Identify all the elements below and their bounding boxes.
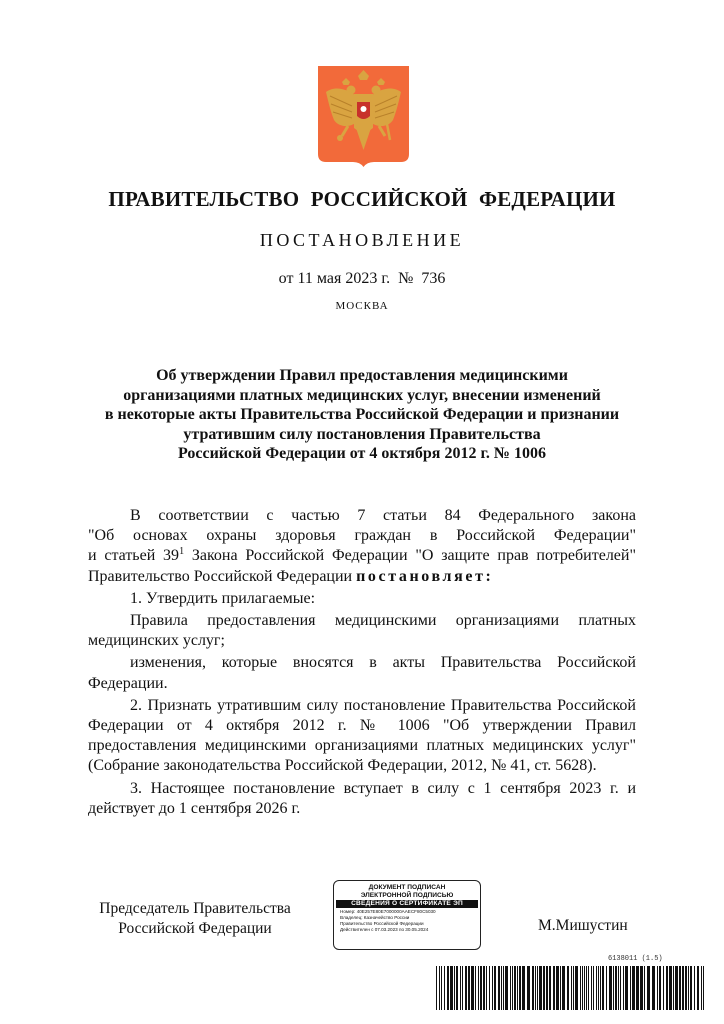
- preamble-text: Правительство Российской Федерации: [88, 567, 357, 585]
- stamp-owner: Правительство Российской Федерации: [340, 921, 424, 927]
- document-body: [88, 506, 636, 821]
- item-1: 1. Утвердить прилагаемые:: [130, 589, 316, 607]
- stamp-validity: Действителен с 07.03.2023 по 30.05.2024: [340, 927, 429, 933]
- document-date-number: от 11 мая 2023 г. № 736: [278, 270, 446, 287]
- stamp-owner: Владелец: Казначейство России: [340, 915, 410, 921]
- preamble-line: [88, 546, 636, 566]
- stamp-cert-number: Номер: 40E257E80E7000000AAECF80C5030: [340, 909, 436, 915]
- document-city: МОСКВА: [335, 300, 389, 312]
- signer-name: М.Мишустин: [538, 917, 628, 934]
- item-3: 3. Настоящее постановление вступает в силу с 1 сентября 2023 г. и действует до 1 сентября 2026 г.: [88, 779, 636, 817]
- signer-position-line: Председатель Правительства: [99, 900, 291, 917]
- item-1b: изменения, которые вносятся в акты Правительства Российской Федерации.: [88, 654, 636, 692]
- subject-line: Об утверждении Правил предоставления медицинскими: [156, 367, 568, 384]
- signer-position: [88, 899, 302, 939]
- coat-of-arms-emblem: [318, 66, 409, 167]
- decree-word: постановляет:: [356, 567, 494, 585]
- subject-line: Российской Федерации от 4 октября 2012 г. № 1006: [178, 445, 546, 462]
- barcode-image: [436, 966, 708, 1010]
- preamble-text: Закона Российской Федерации "О защите прав потребителей": [184, 547, 636, 565]
- subject-line: в некоторые акты Правительства Российской Федерации и признании: [104, 406, 620, 423]
- stamp-certificate-header: СВЕДЕНИЯ О СЕРТИФИКАТЕ ЭП: [336, 900, 478, 908]
- stamp-line: ЭЛЕКТРОННОЙ ПОДПИСЬЮ: [360, 891, 454, 899]
- preamble-text: и статьей 39: [88, 547, 180, 565]
- stamp-line: ДОКУМЕНТ ПОДПИСАН: [368, 884, 446, 891]
- electronic-signature-stamp: [333, 880, 481, 950]
- item-1a: Правила предоставления медицинскими организациями платных медицинских услуг;: [88, 612, 636, 650]
- preamble-line: В соответствии с частью 7 статьи 84 Федерального закона: [130, 507, 636, 524]
- document-subject: [60, 366, 664, 464]
- preamble-line: "Об основах охраны здоровья граждан в Российской Федерации": [88, 527, 636, 545]
- subject-line: утратившим силу постановления Правительства: [183, 425, 541, 443]
- item-2: 2. Признать утратившим силу постановление Правительства Российской Федерации от 4 октября 2012 г. № 1006 "Об утверждении Правил предоставления медицинскими организациями платных медицинских услуг" (Собрание законодательства Российской Федерации, 2012, № 41, ст. 5628).: [88, 696, 636, 775]
- preamble-line: [88, 567, 636, 587]
- barcode-code: 6138011 (1.5): [608, 955, 663, 963]
- government-title: ПРАВИТЕЛЬСТВО РОССИЙСКОЙ ФЕДЕРАЦИИ: [108, 187, 616, 211]
- superscript: 1: [179, 546, 185, 558]
- subject-line: организациями платных медицинских услуг, внесении изменений: [123, 386, 601, 404]
- preamble-paragraph: [88, 506, 636, 587]
- document-type: ПОСТАНОВЛЕНИЕ: [259, 230, 465, 250]
- signer-position-line: Российской Федерации: [118, 920, 272, 937]
